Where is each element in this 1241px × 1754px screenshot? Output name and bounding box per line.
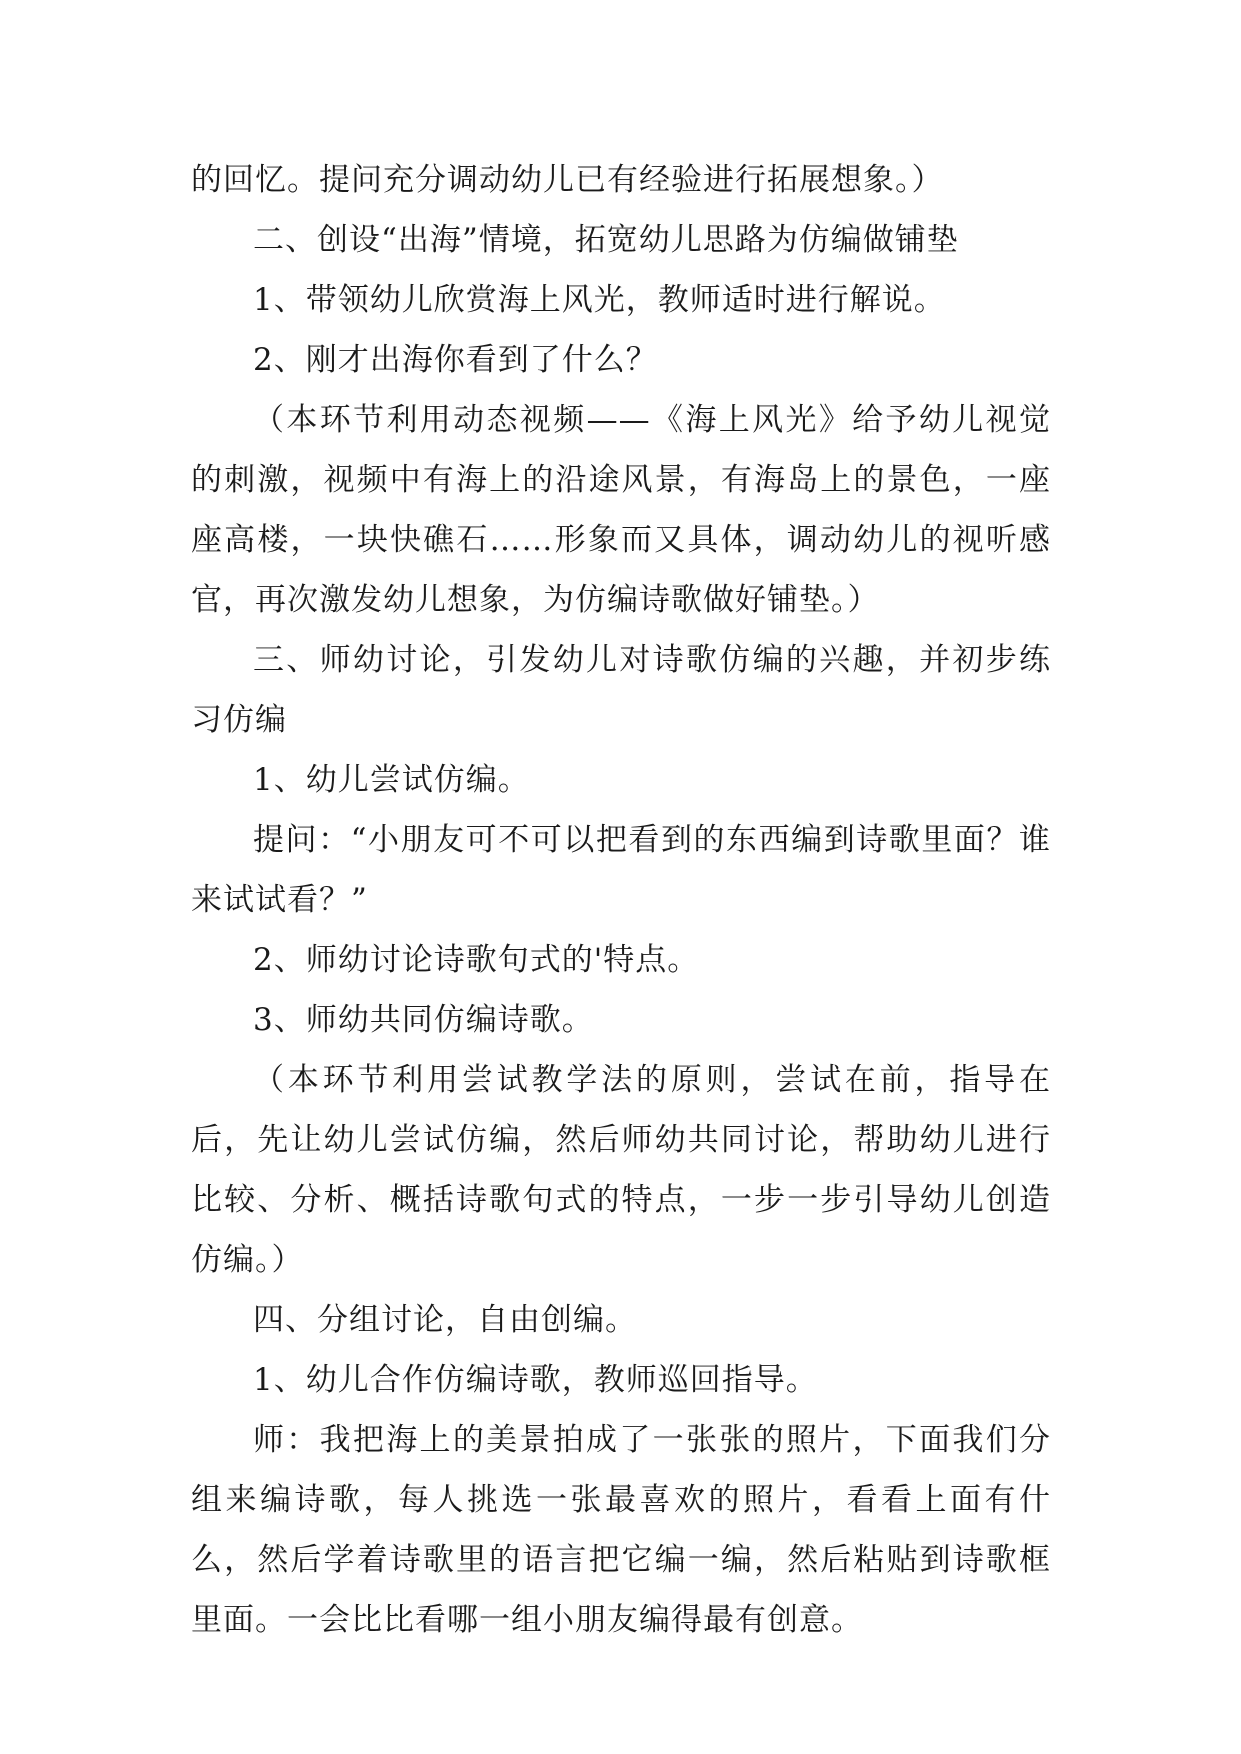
list-item: 1、幼儿尝试仿编。 [253, 762, 530, 798]
section-heading-3: 三、师幼讨论，引发幼儿对诗歌仿编的兴趣，并初步练习仿编 [191, 642, 1051, 738]
document-body [191, 150, 1051, 1650]
paragraph-question: 提问：“小朋友可不可以把看到的东西编到诗歌里面？谁来试试看？” [191, 822, 1051, 918]
paragraph-note: （本环节利用尝试教学法的原则，尝试在前，指导在后，先让幼儿尝试仿编，然后师幼共同讨论，帮助幼儿进行比较、分析、概括诗歌句式的特点，一步一步引导幼儿创造仿编。） [191, 1062, 1051, 1278]
list-item: 2、刚才出海你看到了什么？ [253, 342, 658, 378]
list-item: 1、幼儿合作仿编诗歌，教师巡回指导。 [253, 1362, 818, 1398]
paragraph-teacher: 师：我把海上的美景拍成了一张张的照片，下面我们分组来编诗歌，每人挑选一张最喜欢的照片，看看上面有什么，然后学着诗歌里的语言把它编一编，然后粘贴到诗歌框里面。一会比比看哪一组小朋友编得最有创意。 [191, 1422, 1051, 1638]
list-item: 2、师幼讨论诗歌句式的'特点。 [253, 942, 700, 978]
paragraph-note: （本环节利用动态视频——《海上风光》给予幼儿视觉的刺激，视频中有海上的沿途风景，有海岛上的景色，一座座高楼，一块快礁石……形象而又具体，调动幼儿的视听感官，再次激发幼儿想象，为仿编诗歌做好铺垫。） [191, 402, 1051, 618]
section-heading-2: 二、创设“出海”情境，拓宽幼儿思路为仿编做铺垫 [253, 222, 959, 258]
list-item: 1、带领幼儿欣赏海上风光，教师适时进行解说。 [253, 282, 946, 318]
section-heading-4: 四、分组讨论，自由创编。 [253, 1302, 637, 1338]
list-item: 3、师幼共同仿编诗歌。 [253, 1002, 594, 1038]
paragraph-continuation: 的回忆。提问充分调动幼儿已有经验进行拓展想象。） [191, 162, 944, 198]
